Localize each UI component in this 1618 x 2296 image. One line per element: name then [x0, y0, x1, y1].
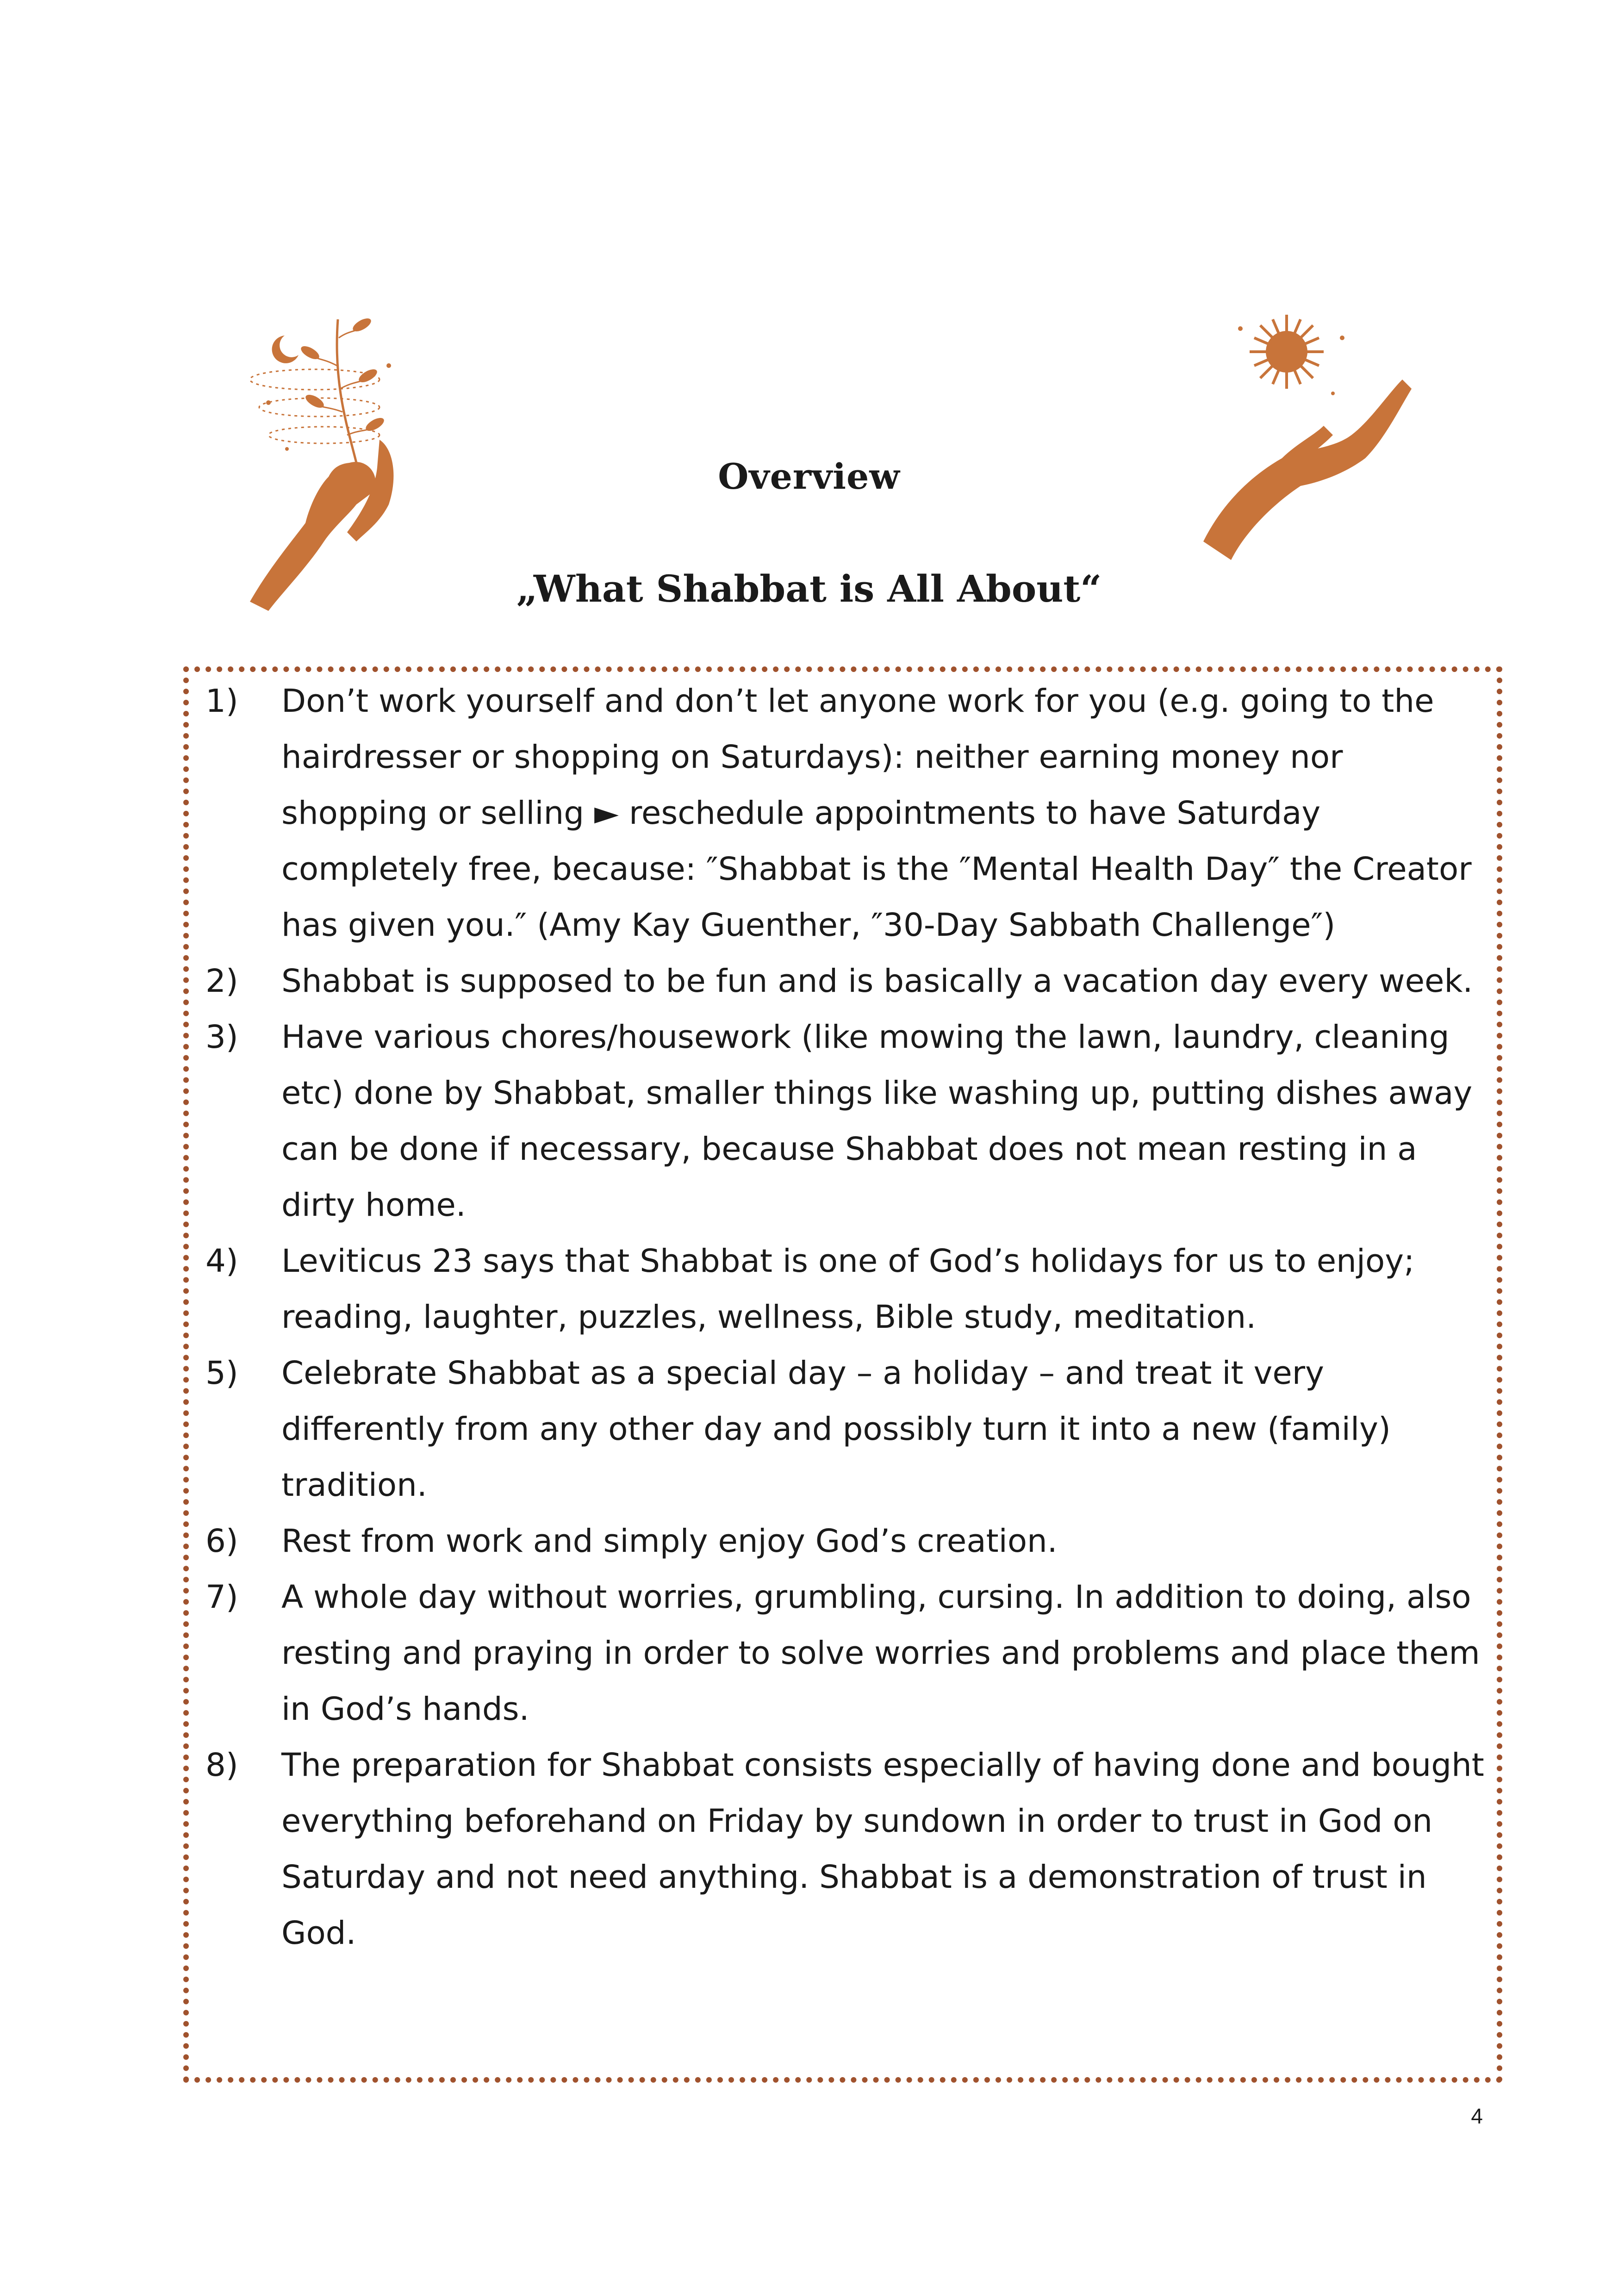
list-item — [194, 1009, 1490, 1233]
hand-holding-sun-icon — [1194, 310, 1412, 569]
page-title: Overview — [718, 456, 900, 497]
item-number: 8) — [205, 1747, 238, 1784]
item-text: A whole day without worries, grumbling, cursing. In addition to doing, also resting and praying in order to solve worries and problems and place them in God’s hands. — [281, 1579, 1480, 1728]
list-item — [194, 1513, 1490, 1569]
item-text: Don’t work yourself and don’t let anyone work for you (e.g. going to the hairdresser or shopping on Saturdays): neither earning money nor shopping or selling ► reschedule appointments to have Saturday completely free, because: ″Shabbat is the ″Mental Health Day″ the Creator has given you.″ (Amy Kay Guenther, ″30-Day Sabbath Challenge″) — [281, 683, 1472, 944]
item-number: 5) — [205, 1355, 238, 1392]
list-item — [194, 1737, 1490, 1961]
list-item — [194, 1569, 1490, 1737]
list-item — [194, 953, 1490, 1009]
overview-list — [194, 673, 1490, 1961]
list-item — [194, 1345, 1490, 1513]
item-text: The preparation for Shabbat consists especially of having done and bought everything beforehand on Friday by sundown in order to trust in God on Saturday and not need anything. Shabbat is a demonstration of trust in God. — [281, 1747, 1484, 1952]
page-number: 4 — [1471, 2104, 1483, 2128]
item-number: 6) — [205, 1523, 238, 1560]
item-number: 3) — [205, 1019, 238, 1056]
item-text: Celebrate Shabbat as a special day – a holiday – and treat it very differently from any other day and possibly turn it into a new (family) tradition. — [281, 1355, 1391, 1504]
item-text: Shabbat is supposed to be fun and is basically a vacation day every week. — [281, 963, 1473, 1000]
item-number: 7) — [205, 1579, 238, 1616]
list-item — [194, 673, 1490, 953]
page-subtitle: „What Shabbat is All About“ — [516, 567, 1102, 610]
item-number: 4) — [205, 1243, 238, 1280]
item-text: Rest from work and simply enjoy God’s creation. — [281, 1523, 1058, 1560]
item-text: Leviticus 23 says that Shabbat is one of God’s holidays for us to enjoy; reading, laughter, puzzles, wellness, Bible study, meditation. — [281, 1243, 1415, 1336]
item-number: 1) — [205, 683, 238, 720]
item-text: Have various chores/housework (like mowing the lawn, laundry, cleaning etc) done by Shabbat, smaller things like washing up, putting dishes away can be done if necessary, because Shabbat does not mean resting in a dirty home. — [281, 1019, 1473, 1224]
item-number: 2) — [205, 963, 238, 1000]
list-item — [194, 1233, 1490, 1345]
